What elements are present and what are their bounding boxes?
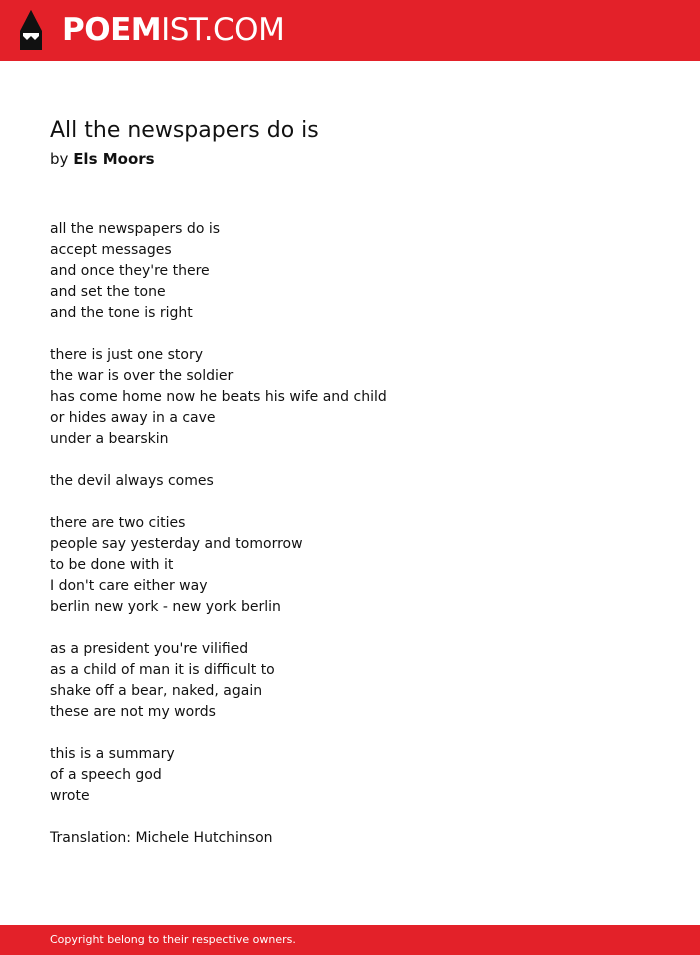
- translation-credit: Translation: Michele Hutchinson: [50, 830, 273, 846]
- poem-line: or hides away in a cave: [50, 410, 216, 426]
- poem-line: and set the tone: [50, 284, 166, 300]
- poem-line: as a president you're vilified: [50, 641, 249, 657]
- stanza: [50, 513, 650, 618]
- poem-line: people say yesterday and tomorrow: [50, 536, 303, 552]
- stanza: [50, 639, 650, 723]
- poem-line: all the newspapers do is: [50, 221, 221, 237]
- poem-line: wrote: [50, 788, 90, 804]
- site-header: [0, 0, 700, 61]
- author-name: Els Moors: [73, 150, 155, 168]
- copyright-notice: Copyright belong to their respective owners.: [50, 933, 296, 946]
- poem-title: All the newspapers do is: [50, 118, 319, 143]
- by-label: by: [50, 150, 69, 168]
- poem-line: to be done with it: [50, 557, 174, 573]
- poem-line: of a speech god: [50, 767, 162, 783]
- poem-body: [50, 219, 650, 828]
- poem-line: has come home now he beats his wife and child: [50, 389, 387, 405]
- poem-line: there is just one story: [50, 347, 204, 363]
- poem-line: these are not my words: [50, 704, 216, 720]
- site-logo[interactable]: [62, 12, 284, 48]
- poem-line: accept messages: [50, 242, 172, 258]
- poem-line: shake off a bear, naked, again: [50, 683, 263, 699]
- poem-line: I don't care either way: [50, 578, 208, 594]
- byline: [50, 148, 155, 170]
- poem-line: and the tone is right: [50, 305, 193, 321]
- stanza: [50, 219, 650, 324]
- poem-line: there are two cities: [50, 515, 186, 531]
- poem-line: this is a summary: [50, 746, 175, 762]
- logo-light-text: IST.COM: [161, 12, 285, 48]
- site-footer: [0, 925, 700, 955]
- poem-line: and once they're there: [50, 263, 210, 279]
- stanza: [50, 345, 650, 450]
- logo-bold-text: POEM: [62, 12, 162, 48]
- stanza: [50, 471, 650, 492]
- poem-line: as a child of man it is difficult to: [50, 662, 275, 678]
- poem-line: the devil always comes: [50, 473, 214, 489]
- pencil-tip-icon[interactable]: [17, 9, 45, 52]
- poem-line: under a bearskin: [50, 431, 169, 447]
- poem-line: berlin new york - new york berlin: [50, 599, 281, 615]
- poem-line: the war is over the soldier: [50, 368, 234, 384]
- stanza: [50, 744, 650, 807]
